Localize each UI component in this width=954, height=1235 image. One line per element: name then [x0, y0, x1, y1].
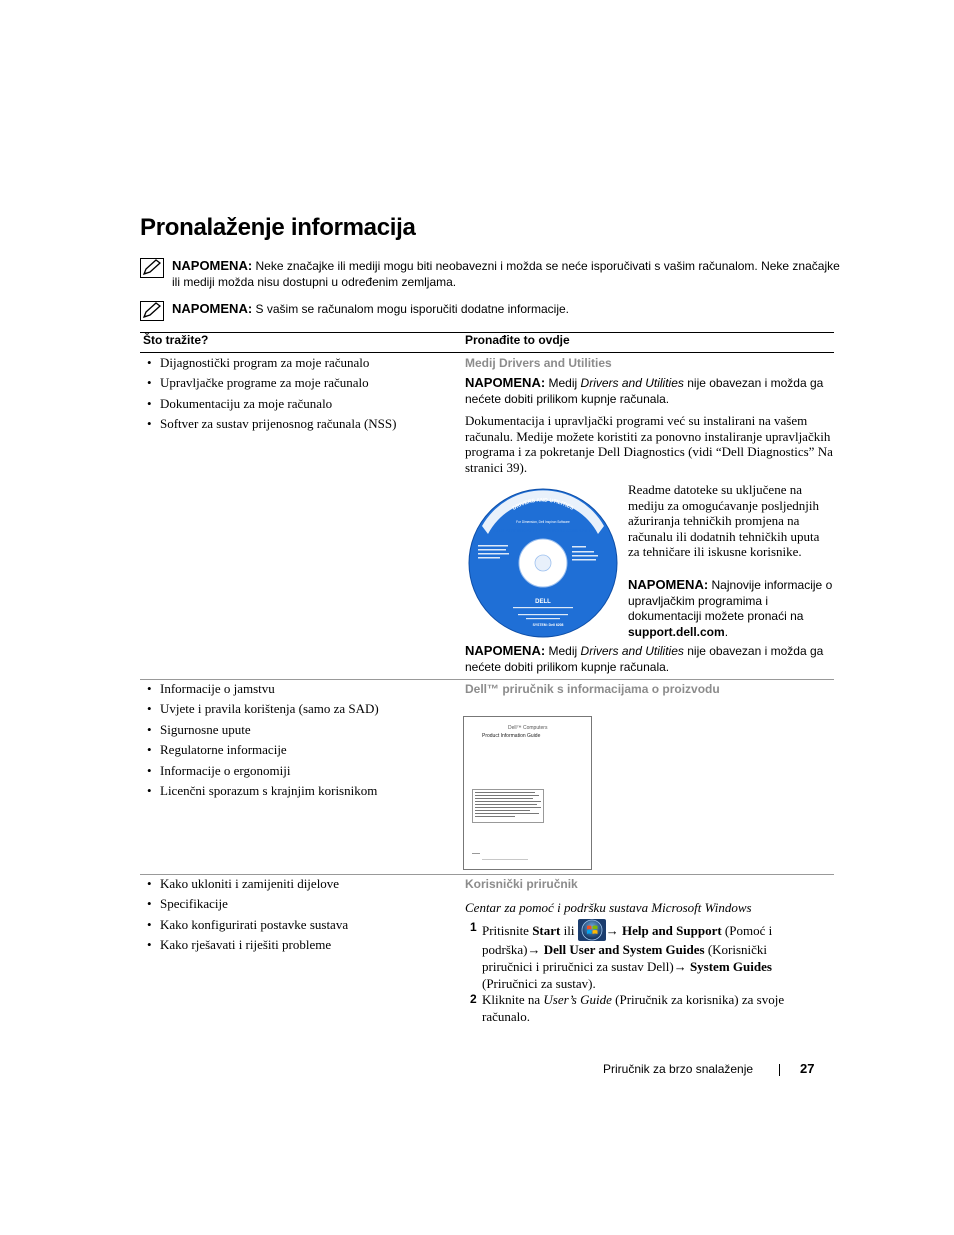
- list-item: • Dijagnostički program za moje računalo: [145, 355, 396, 375]
- row1-paragraph: Dokumentacija i upravljački programi već su instalirani na vašem računalu. Medije možete koristiti za ponovno instaliranje upravljačkih programa i za pokretanje Dell Diagnostics (vidi “Dell Diagnostics” Na stranici 39).: [465, 413, 833, 475]
- list-item: • Licenčni sporazum s krajnjim korisnikom: [145, 783, 379, 803]
- list-item: • Kako konfigurirati postavke sustava: [145, 917, 348, 937]
- pig-brand: Dell™ Computers: [508, 725, 548, 731]
- cd-subtitle: For Dimension, Dell Inspiron Software: [516, 520, 570, 524]
- note-pen-icon: [140, 301, 164, 321]
- cd-brand: DELL: [535, 599, 551, 605]
- footer-separator: [779, 1064, 780, 1076]
- product-info-guide-thumbnail: [463, 716, 592, 870]
- cd-banner: ALREADY INSTALLED ON YOUR COMPUTER: [493, 528, 593, 533]
- note-1: [140, 258, 840, 290]
- system-guides-label: System Guides: [689, 959, 772, 974]
- col1-header: Što tražite?: [143, 333, 209, 347]
- header-rule: [140, 352, 834, 353]
- help-support-label: Help and Support: [621, 923, 722, 938]
- drivers-cd-image: [468, 488, 618, 638]
- help-center-heading: Centar za pomoć i podršku sustava Microsoft Windows: [465, 900, 752, 915]
- row1-note3: NAPOMENA: Medij Drivers and Utilities nije obavezan i možda ga nećete dobiti prilikom kupnje računala.: [465, 643, 824, 674]
- list-item: • Informacije o jamstvu: [145, 681, 379, 701]
- users-guide-label: User’s Guide: [543, 992, 612, 1007]
- row1-note1: NAPOMENA: Medij Drivers and Utilities nije obavezan i možda ga nećete dobiti prilikom kupnje računala.: [465, 375, 824, 406]
- step-2: 2 Kliknite na User’s Guide (Priručnik za korisnika) za svoje računalo.: [470, 992, 785, 1024]
- row3-list: [145, 876, 348, 958]
- note-text: Neke značajke ili mediji mogu biti neobavezni i možda se neće isporučivati s vašim računalom. Neke značajke ili mediji možda nisu dostupni u određenim zemljama.: [172, 259, 840, 289]
- readme-paragraph: Readme datoteke su uključene na mediju za omogućavanje posljednjih ažuriranja tehničkih promjena na računalu ili dodatnih tehničkih uputa za tehničare ili iskusne korisnike.: [628, 482, 820, 559]
- page-title: Pronalaženje informacija: [140, 214, 416, 241]
- note-text: S vašim se računalom mogu isporučiti dodatne informacije.: [255, 302, 569, 316]
- row1-note2: NAPOMENA: Najnovije informacije o upravljačkim programima i dokumentaciji možete pronaći na support.dell.com.: [628, 577, 833, 639]
- pig-title: Product Information Guide: [482, 733, 541, 739]
- cd-code: SYSTEM: Dell 6208: [532, 623, 564, 627]
- row1-heading: Medij Drivers and Utilities: [465, 356, 612, 370]
- list-item: • Dokumentaciju za moje računalo: [145, 396, 396, 416]
- note-label: NAPOMENA:: [172, 301, 253, 316]
- pig-footer-marks: [472, 853, 532, 863]
- note-pen-icon: [140, 258, 164, 278]
- note-2: [140, 301, 840, 317]
- page-number: 27: [800, 1061, 815, 1076]
- row2-list: [145, 681, 379, 803]
- row-divider: [140, 874, 834, 875]
- step-1: 1 Pritisnite Start ili → Help and Support (Pomoć i podrška)→ Dell User and System Guides (Korisnički priručnici i priručnici za sustav Dell)→ System Guides (Priručnici za sustav).: [470, 920, 773, 991]
- list-item: • Kako rješavati i riješiti probleme: [145, 937, 348, 957]
- windows-start-icon[interactable]: [578, 919, 606, 941]
- row2-heading: Dell™ priručnik s informacijama o proizvodu: [465, 682, 720, 696]
- list-item: • Kako ukloniti i zamijeniti dijelove: [145, 876, 348, 896]
- list-item: • Uvjete i pravila korištenja (samo za SAD): [145, 701, 379, 721]
- start-label: Start: [532, 923, 561, 938]
- list-item: • Upravljačke programe za moje računalo: [145, 375, 396, 395]
- pig-warning-box: [472, 789, 544, 823]
- user-system-guides-label: Dell User and System Guides: [543, 942, 705, 957]
- list-item: • Regulatorne informacije: [145, 742, 379, 762]
- row-divider: [140, 679, 834, 680]
- note-label: NAPOMENA:: [172, 258, 253, 273]
- list-item: • Specifikacije: [145, 896, 348, 916]
- col2-header: Pronađite to ovdje: [465, 333, 570, 347]
- row3-heading: Korisnički priručnik: [465, 877, 578, 891]
- row1-list: [145, 355, 396, 437]
- footer-title: Priručnik za brzo snalaženje: [603, 1062, 754, 1076]
- support-link[interactable]: support.dell.com: [628, 624, 725, 639]
- list-item: • Softver za sustav prijenosnog računala (NSS): [145, 416, 396, 436]
- cd-title: DRIVERS AND UTILITIES: [511, 497, 575, 512]
- list-item: • Informacije o ergonomiji: [145, 763, 379, 783]
- list-item: • Sigurnosne upute: [145, 722, 379, 742]
